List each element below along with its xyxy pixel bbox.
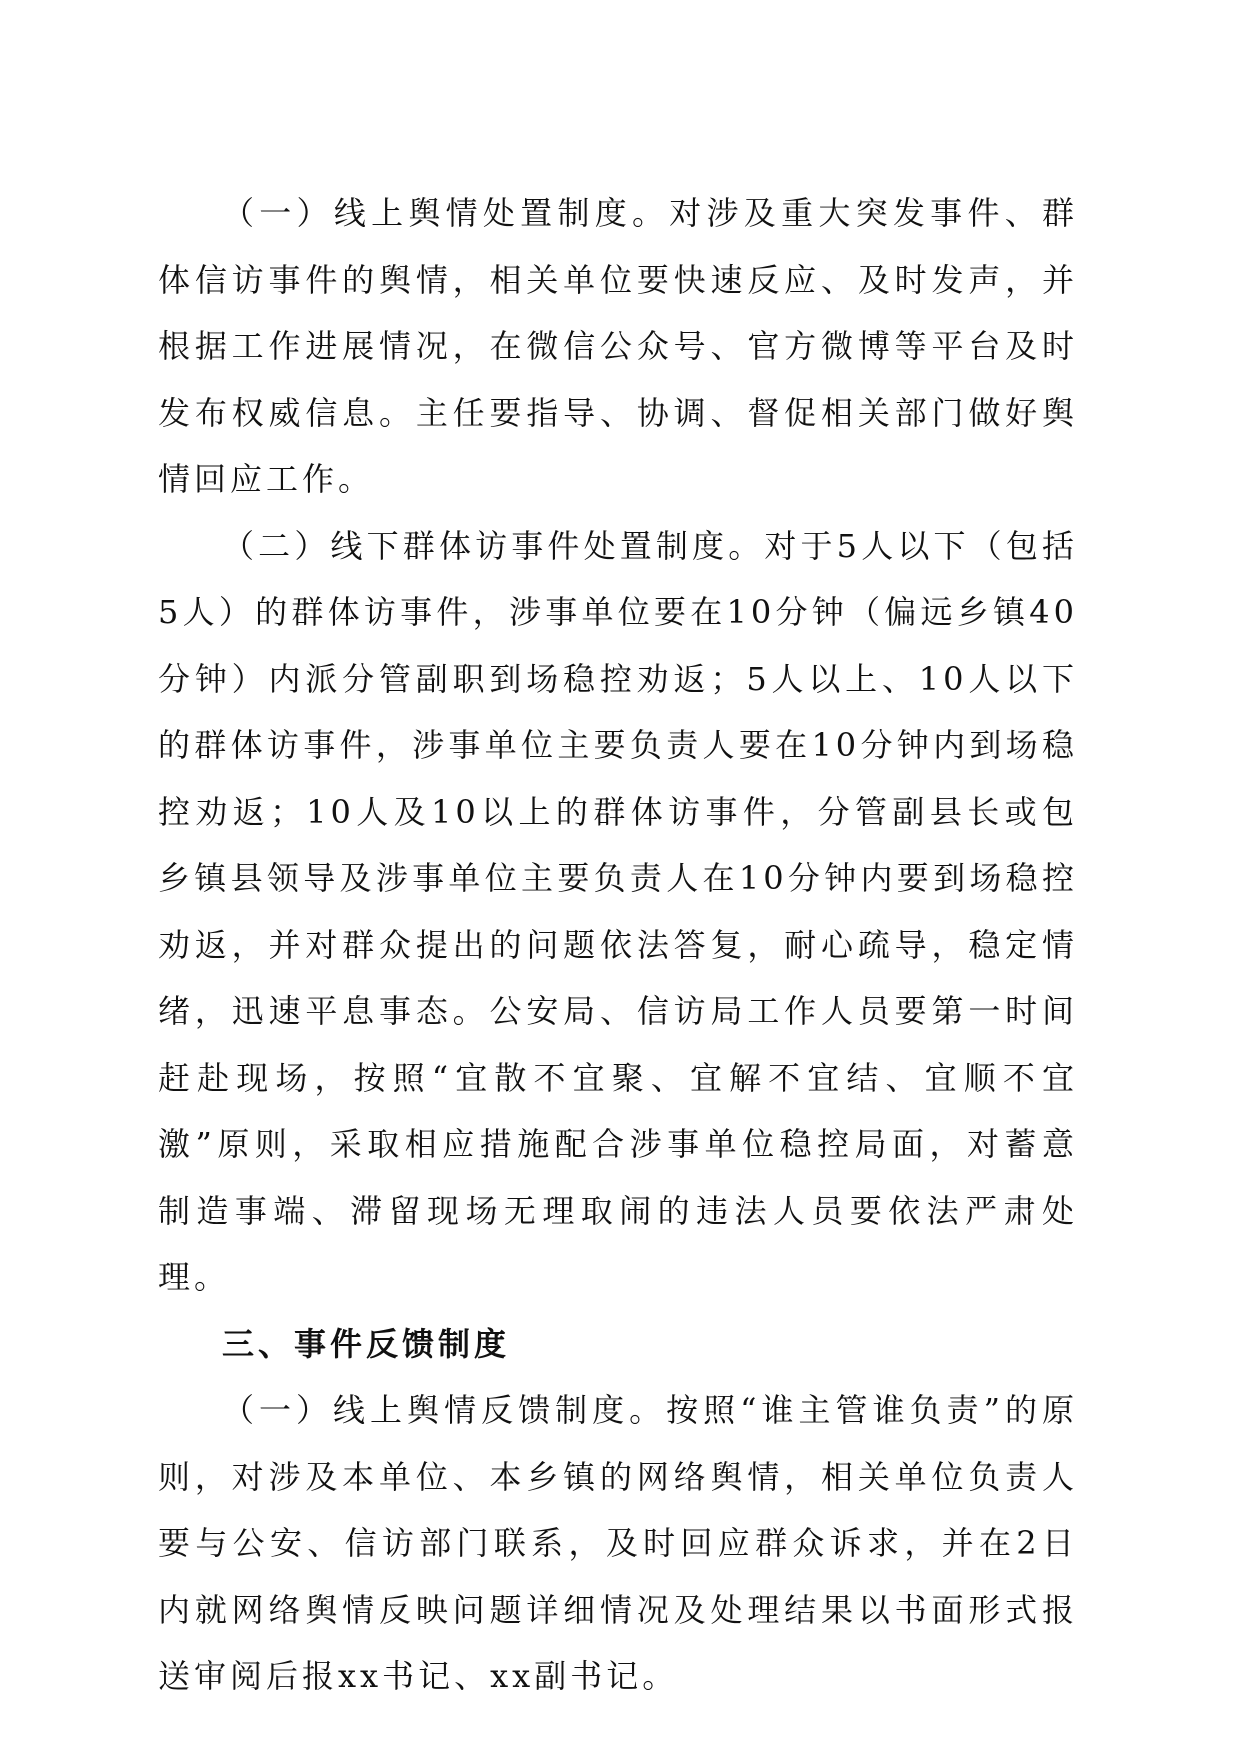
paragraph-offline-group-petition-handling: （二）线下群体访事件处置制度。对于5人以下（包括5人）的群体访事件，涉事单位要在10分钟（偏远乡镇40分钟）内派分管副职到场稳控劝返；5人以上、10人以下的群体访事件，涉事单位主要负责人要在10分钟内到场稳控劝返；10人及10以上的群体访事件，分管副县长或包乡镇县领导及涉事单位主要负责人在10分钟内要到场稳控劝返，并对群众提出的问题依法答复，耐心疏导，稳定情绪，迅速平息事态。公安局、信访局工作人员要第一时间赶赴现场，按照“宜散不宜聚、宜解不宜结、宜顺不宜激”原则，采取相应措施配合涉事单位稳控局面，对蓄意制造事端、滞留现场无理取闹的违法人员要依法严肃处理。 (158, 526, 1078, 1296)
paragraph-online-opinion-handling: （一）线上舆情处置制度。对涉及重大突发事件、群体信访事件的舆情，相关单位要快速反应、及时发声，并根据工作进展情况，在微信公众号、官方微博等平台及时发布权威信息。主任要指导、协调、督促相关部门做好舆情回应工作。 (158, 194, 1078, 498)
document-body (158, 180, 1078, 1710)
paragraph-online-opinion-feedback: （一）线上舆情反馈制度。按照“谁主管谁负责”的原则，对涉及本单位、本乡镇的网络舆情，相关单位负责人要与公安、信访部门联系，及时回应群众诉求，并在2日内就网络舆情反映问题详细情况及处理结果以书面形式报送审阅后报xx书记、xx副书记。 (158, 1391, 1078, 1695)
section-heading-event-feedback: 三、事件反馈制度 (222, 1324, 511, 1363)
